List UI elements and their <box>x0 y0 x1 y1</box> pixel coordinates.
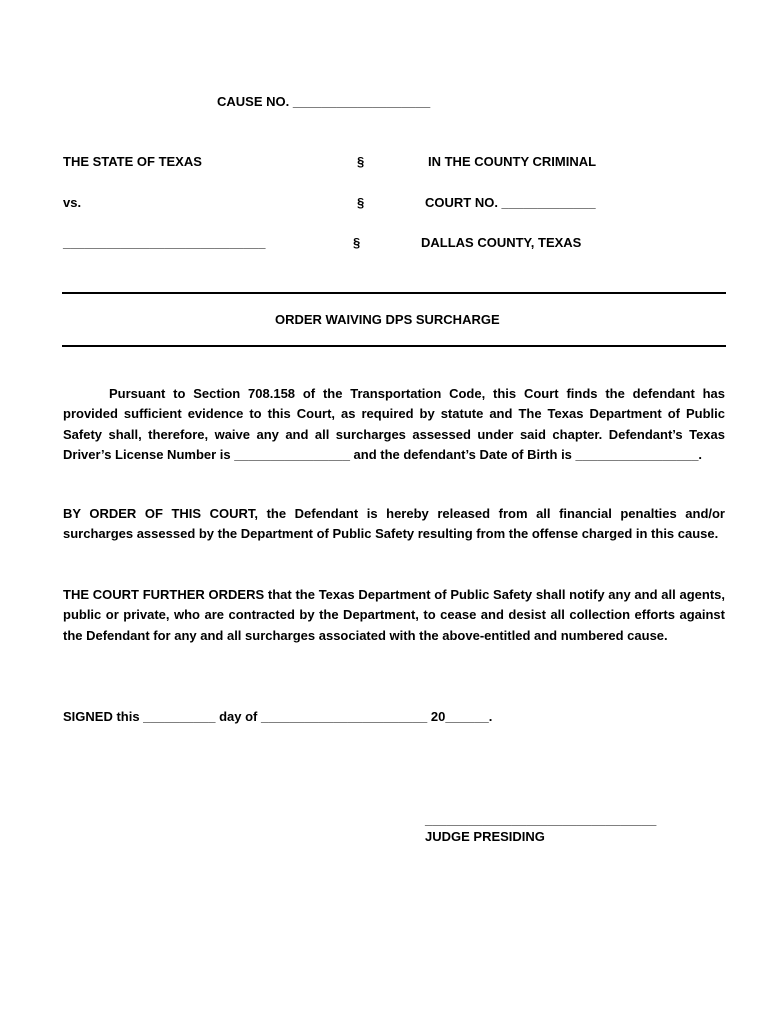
signed-line: SIGNED this __________ day of _______________________ 20______. <box>63 709 493 724</box>
caption-court-no: COURT NO. _____________ <box>425 195 596 210</box>
judge-presiding-label: JUDGE PRESIDING <box>425 829 545 844</box>
body-paragraph-1: Pursuant to Section 708.158 of the Transportation Code, this Court finds the defendant has provided sufficient evidence to this Court, as required by statute and The Texas Department of Public Safety shall, therefore, waive any and all surcharges assessed under said chapter. Defendant’s Texas Driver’s License Number is ________________ and the defendant’s Date of Birth is _________________. <box>63 386 725 463</box>
document-title: ORDER WAIVING DPS SURCHARGE <box>275 312 500 327</box>
caption-court-line1: IN THE COUNTY CRIMINAL <box>428 154 597 169</box>
section-symbol-3: § <box>353 235 361 250</box>
signature-line: ________________________________ <box>425 812 657 827</box>
caption-defendant-blank: ____________________________ <box>63 235 266 250</box>
cause-number: CAUSE NO. ___________________ <box>217 94 431 109</box>
body-paragraph-3: THE COURT FURTHER ORDERS that the Texas Department of Public Safety shall notify any and all agents, public or private, who are contracted by the Department, to cease and desist all collection efforts against the Defendant for any and all surcharges associated with the above-entitled and numbered cause. <box>63 587 725 643</box>
section-symbol-2: § <box>357 195 365 210</box>
caption-county: DALLAS COUNTY, TEXAS <box>421 235 582 250</box>
caption-vs: vs. <box>63 195 82 210</box>
title-rule-bottom <box>62 345 726 347</box>
body-paragraph-2: BY ORDER OF THIS COURT, the Defendant is hereby released from all financial penalties and/or surcharges assessed by the Department of Public Safety resulting from the offense charged in this cause. <box>63 506 725 542</box>
section-symbol-1: § <box>357 154 365 169</box>
caption-state: THE STATE OF TEXAS <box>63 154 202 169</box>
title-rule-top <box>62 292 726 294</box>
